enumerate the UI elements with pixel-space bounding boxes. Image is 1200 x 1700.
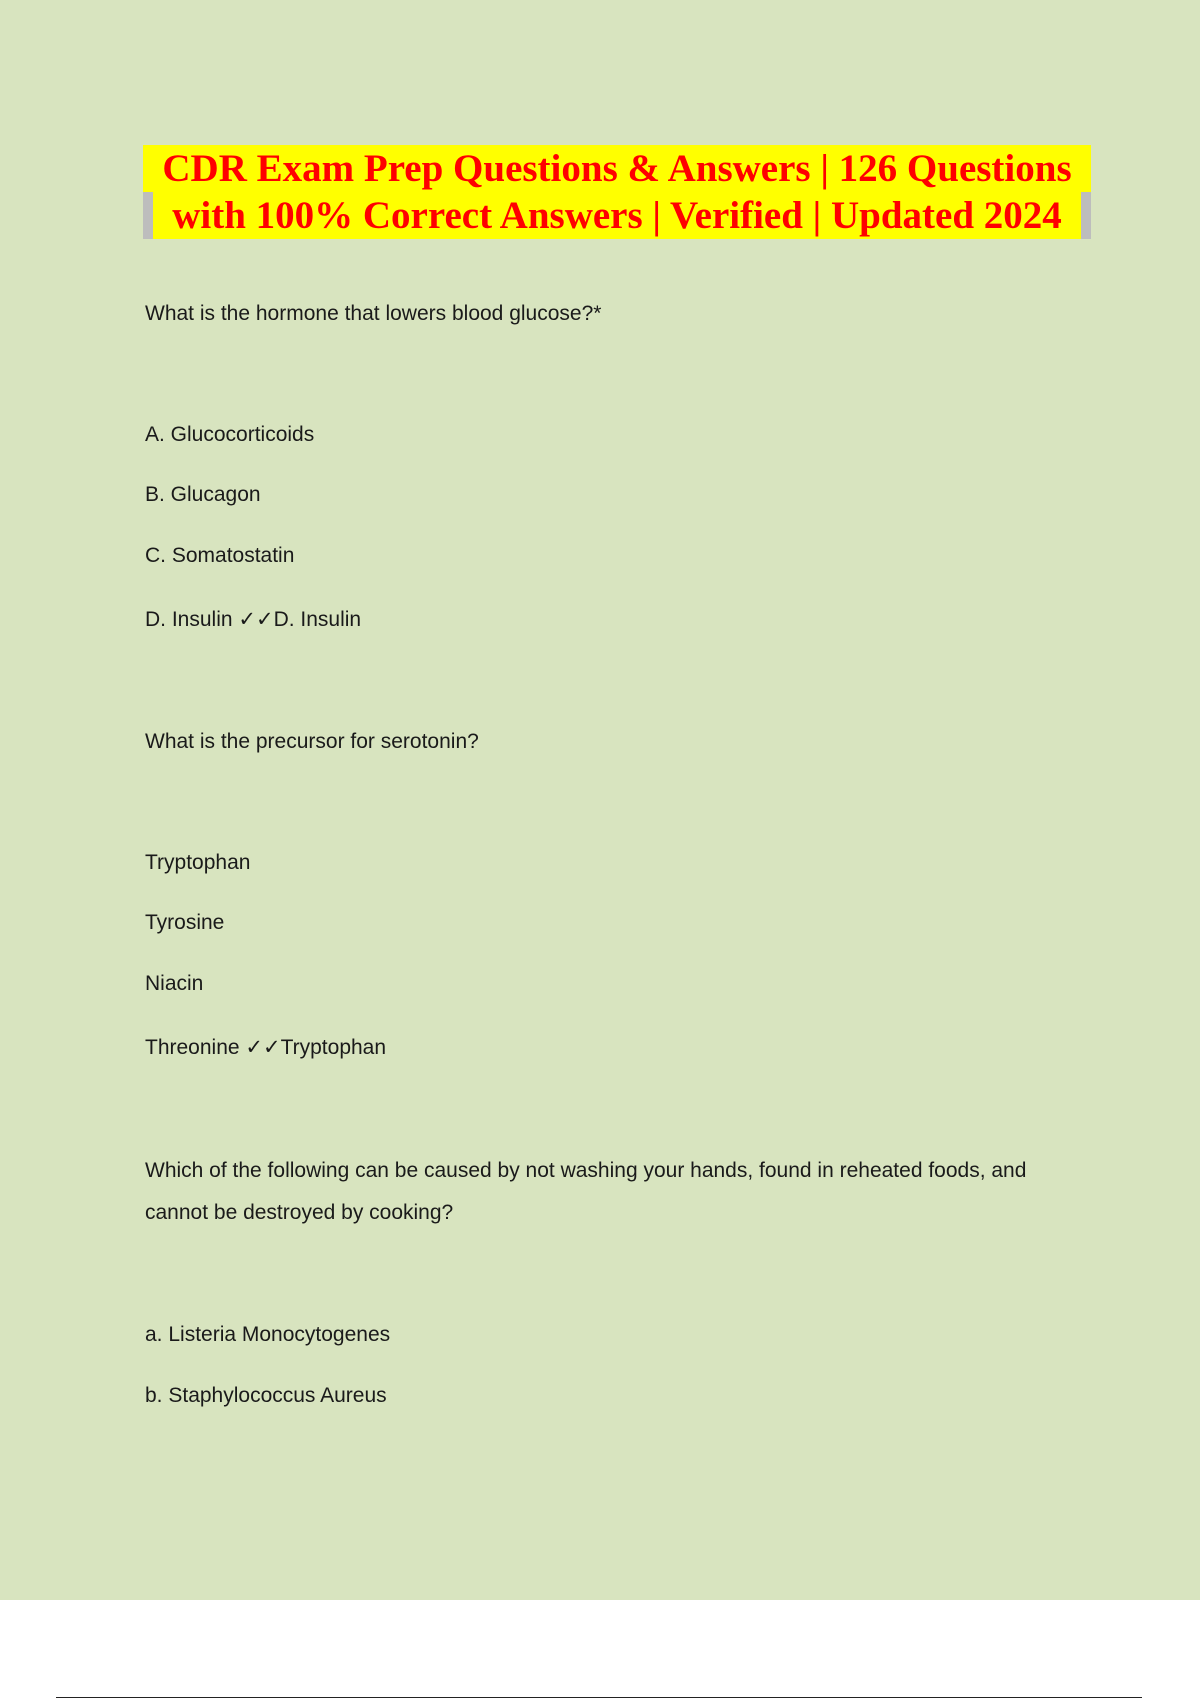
document-title (143, 145, 1091, 239)
question-3-option-b: b. Staphylococcus Aureus (145, 1384, 387, 1407)
question-1-answer: D. Insulin ✓✓D. Insulin (145, 608, 362, 631)
question-1-option-c: C. Somatostatin (145, 544, 295, 567)
title-line-1: CDR Exam Prep Questions & Answers | 126 Questions (143, 145, 1091, 192)
question-2-option-1: Tryptophan (145, 851, 251, 874)
question-2-answer: Threonine ✓✓Tryptophan (145, 1036, 387, 1059)
question-1-text: What is the hormone that lowers blood glucose?* (145, 302, 602, 325)
footer-divider (56, 1697, 1142, 1698)
question-2-option-3: Niacin (145, 972, 204, 995)
question-1-option-a: A. Glucocorticoids (145, 423, 315, 446)
question-2-option-2: Tyrosine (145, 911, 225, 934)
question-1-option-b: B. Glucagon (145, 483, 261, 506)
question-2-text: What is the precursor for serotonin? (145, 730, 479, 753)
title-line-2: with 100% Correct Answers | Verified | Updated 2024 (143, 192, 1091, 239)
question-3-option-a: a. Listeria Monocytogenes (145, 1323, 391, 1346)
question-3-text: Which of the following can be caused by not washing your hands, found in reheated foods, and cannot be destroyed by cooking? (145, 1159, 1027, 1224)
